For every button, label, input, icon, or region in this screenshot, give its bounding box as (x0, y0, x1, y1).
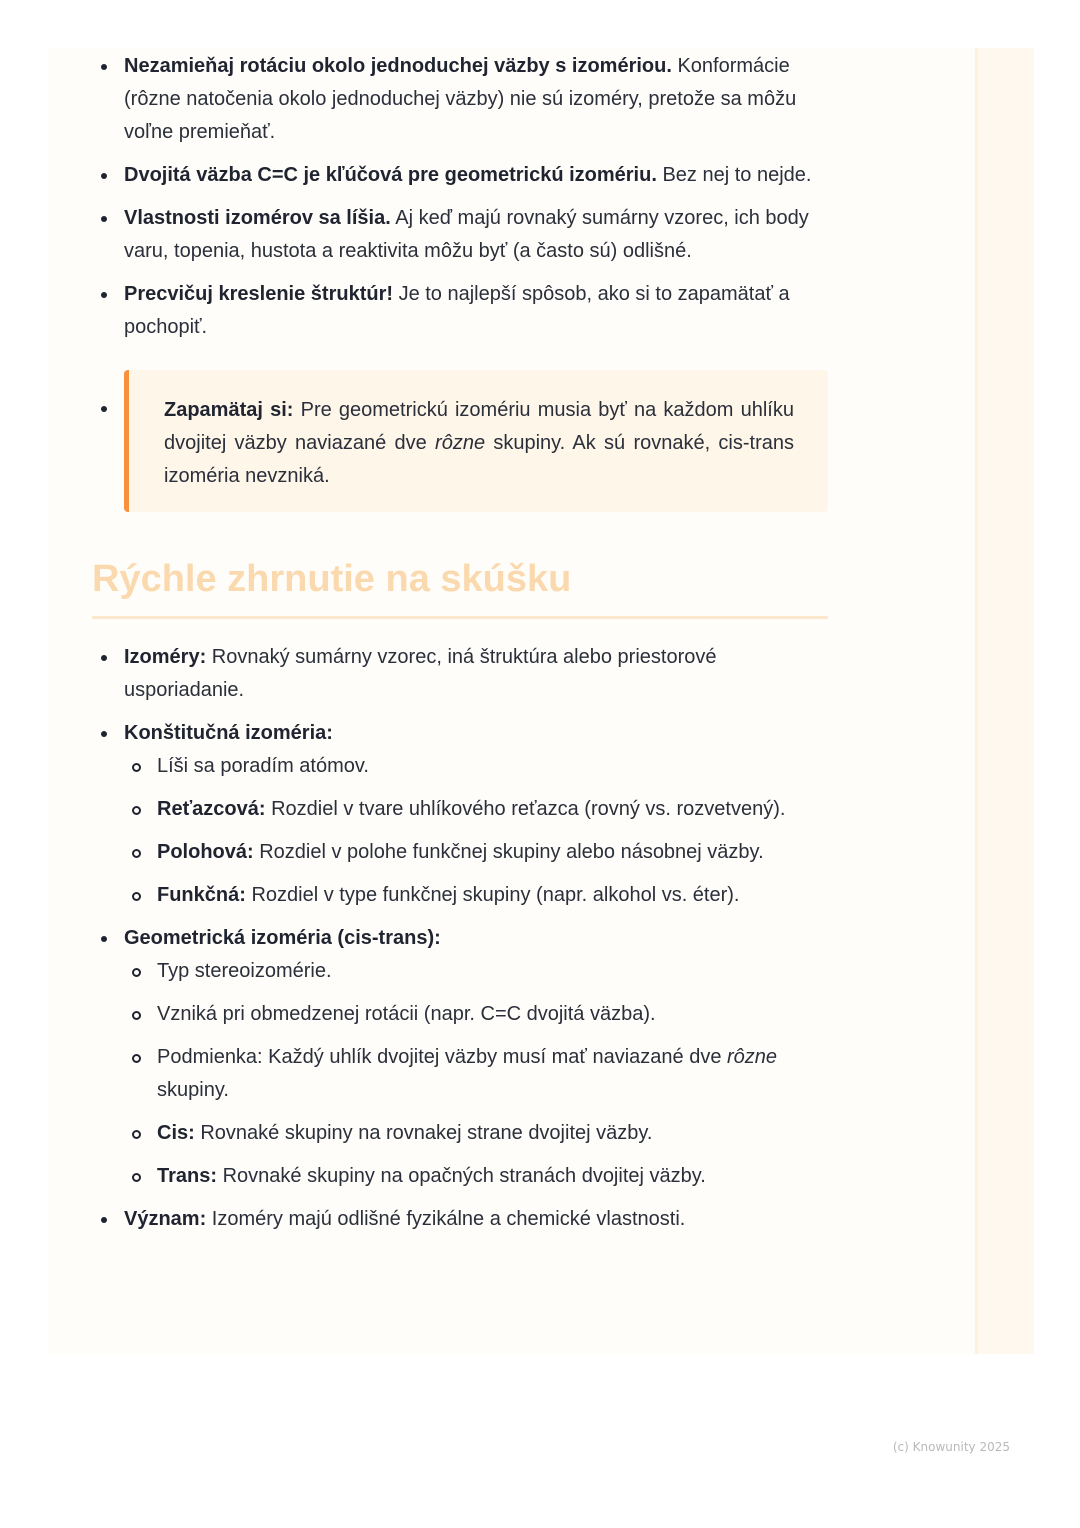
sub-list-item: Reťazcová: Rozdiel v tvare uhlíkového reťazca (rovný vs. rozvetvený). (124, 793, 828, 826)
list-item: Precvičuj kreslenie štruktúr! Je to najlepší spôsob, ako si to zapamätať a pochopiť. (92, 278, 828, 344)
list-item: Význam: Izoméry majú odlišné fyzikálne a chemické vlastnosti. (92, 1203, 828, 1236)
sub-list-item: Vzniká pri obmedzenej rotácii (napr. C=C dvojitá väzba). (124, 998, 828, 1031)
page-side-strip (975, 48, 1034, 1354)
sub-list-item: Typ stereoizomérie. (124, 955, 828, 988)
remember-callout: Zapamätaj si: Pre geometrickú izomériu musia byť na každom uhlíku dvojitej väzby naviazané dve rôzne skupiny. Ak sú rovnaké, cis-trans izoméria nevzniká. (124, 370, 828, 512)
summary-list (92, 641, 828, 1236)
list-item: Konštitučná izoméria: Líši sa poradím atómov. Reťazcová: Rozdiel v tvare uhlíkového reťazca (rovný vs. rozvetvený). Polohová: Rozdiel v polohe funkčnej skupiny alebo násobnej väzby. Funkčná: Rozdiel v type funkčnej skupiny (napr. alkohol vs. éter). (92, 717, 828, 912)
sub-list-item: Podmienka: Každý uhlík dvojitej väzby musí mať naviazané dve rôzne skupiny. (124, 1041, 828, 1107)
document-content (92, 50, 828, 1246)
list-item: Vlastnosti izomérov sa líšia. Aj keď majú rovnaký sumárny vzorec, ich body varu, topenia, hustota a reaktivita môžu byť (a často sú) odlišné. (92, 202, 828, 268)
sub-list (124, 750, 828, 912)
list-item: Nezamieňaj rotáciu okolo jednoduchej väzby s izomériou. Konformácie (rôzne natočenia okolo jednoduchej väzby) nie sú izoméry, pretože sa môžu voľne premieňať. (92, 50, 828, 149)
sub-list-item: Funkčná: Rozdiel v type funkčnej skupiny (napr. alkohol vs. éter). (124, 879, 828, 912)
copyright-footer: (c) Knowunity 2025 (892, 1440, 1010, 1454)
list-item (92, 370, 828, 512)
sub-list-item: Trans: Rovnaké skupiny na opačných stranách dvojitej väzby. (124, 1160, 828, 1193)
list-item: Geometrická izoméria (cis-trans): Typ stereoizomérie. Vzniká pri obmedzenej rotácii (napr. C=C dvojitá väzba). Podmienka: Každý uhlík dvojitej väzby musí mať naviazané dve rôzne skupiny. Cis: Rovnaké skupiny na rovnakej strane dvojitej väzby. Trans: Rovnaké skupiny na opačných stranách dvojitej väzby. (92, 922, 828, 1193)
sub-list-item: Cis: Rovnaké skupiny na rovnakej strane dvojitej väzby. (124, 1117, 828, 1150)
list-item: Dvojitá väzba C=C je kľúčová pre geometrickú izomériu. Bez nej to nejde. (92, 159, 828, 192)
summary-heading: Rýchle zhrnutie na skúšku (92, 556, 828, 619)
sub-list (124, 955, 828, 1193)
sub-list-item: Líši sa poradím atómov. (124, 750, 828, 783)
sub-list-item: Polohová: Rozdiel v polohe funkčnej skupiny alebo násobnej väzby. (124, 836, 828, 869)
list-item: Izoméry: Rovnaký sumárny vzorec, iná štruktúra alebo priestorové usporiadanie. (92, 641, 828, 707)
tips-list (92, 50, 828, 512)
